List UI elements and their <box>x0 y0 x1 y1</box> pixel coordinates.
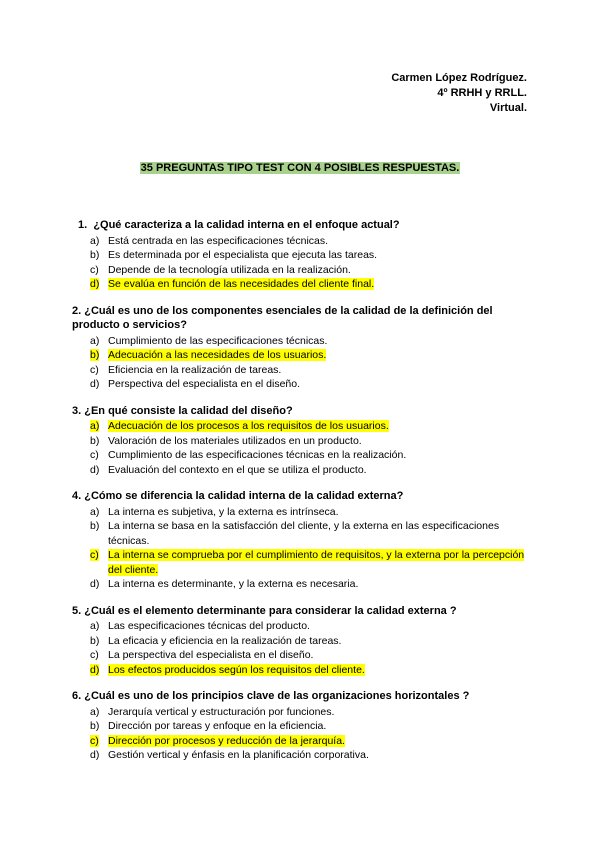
option-letter: d) <box>90 578 100 590</box>
option-text: Adecuación de los procesos a los requisitos de los usuarios. <box>108 420 389 432</box>
option-text: Adecuación a las necesidades de los usuarios. <box>108 349 327 361</box>
question-number: 6. <box>72 690 82 702</box>
question-list <box>72 218 532 775</box>
answer-options <box>72 419 532 477</box>
question-prompt: ¿Cuál es uno de los principios clave de las organizaciones horizontales ? <box>84 690 470 702</box>
answer-option <box>72 234 532 249</box>
option-text: La interna se comprueba por el cumplimiento de requisitos, y la externa por la percepción del cliente. <box>108 549 525 576</box>
option-letter: b) <box>90 249 100 261</box>
question-4 <box>72 489 532 592</box>
answer-option <box>72 619 532 634</box>
option-letter: c) <box>90 649 99 661</box>
option-letter: d) <box>90 378 100 390</box>
question-2 <box>72 304 532 392</box>
option-text: Cumplimiento de las especificaciones técnicas en la realización. <box>108 449 407 461</box>
answer-options <box>72 705 532 763</box>
option-text: Cumplimiento de las especificaciones técnicas. <box>108 334 328 347</box>
option-letter: c) <box>90 734 99 747</box>
question-text <box>72 304 532 333</box>
question-number: 5. <box>72 604 82 617</box>
answer-option <box>72 519 532 548</box>
option-letter: a) <box>90 620 100 632</box>
option-text: Es determinada por el especialista que ejecuta las tareas. <box>108 249 378 261</box>
option-letter: b) <box>90 349 100 361</box>
answer-option <box>72 377 532 392</box>
answer-option <box>72 748 532 763</box>
author-header <box>391 71 527 116</box>
option-letter: c) <box>90 263 99 276</box>
question-prompt: ¿Cuál es uno de los componentes esenciales de la calidad de la definición del producto o servicios? <box>72 304 493 331</box>
option-letter: b) <box>90 434 100 447</box>
author-name: Carmen López Rodríguez. <box>391 72 527 84</box>
question-text <box>72 689 532 704</box>
question-prompt: ¿Qué caracteriza a la calidad interna en el enfoque actual? <box>93 219 400 231</box>
option-text: Depende de la tecnología utilizada en la realización. <box>108 263 351 276</box>
option-letter: b) <box>90 520 100 532</box>
answer-option <box>72 634 532 649</box>
option-text: Gestión vertical y énfasis en la planificación corporativa. <box>108 749 369 761</box>
option-text: Está centrada en las especificaciones técnicas. <box>108 234 329 247</box>
answer-option <box>72 448 532 463</box>
answer-option <box>72 363 532 378</box>
answer-option <box>72 434 532 449</box>
answer-option <box>72 463 532 478</box>
option-text: Perspectiva del especialista en el diseño. <box>108 378 301 390</box>
question-1 <box>72 218 532 292</box>
question-number: 1. <box>78 219 88 231</box>
course-label: 4º RRHH y RRLL. <box>437 87 527 99</box>
option-text: La interna se basa en la satisfacción del cliente, y la externa en las especificaciones técnicas. <box>108 520 500 547</box>
option-letter: a) <box>90 505 100 518</box>
answer-option <box>72 248 532 263</box>
correct-answer-option <box>72 734 532 749</box>
answer-option <box>72 334 532 349</box>
question-prompt: ¿Cuál es el elemento determinante para considerar la calidad externa ? <box>84 604 457 617</box>
answer-options <box>72 234 532 292</box>
answer-option <box>72 577 532 592</box>
answer-options <box>72 334 532 392</box>
question-5 <box>72 604 532 678</box>
option-text: La interna es subjetiva, y la externa es intrínseca. <box>108 505 339 518</box>
question-prompt: ¿En qué consiste la calidad del diseño? <box>84 404 293 417</box>
document-title <box>0 162 600 174</box>
option-text: Dirección por tareas y enfoque en la eficiencia. <box>108 720 327 732</box>
option-letter: d) <box>90 749 100 761</box>
document-title-text: 35 PREGUNTAS TIPO TEST CON 4 POSIBLES RESPUESTAS. <box>140 162 460 174</box>
question-prompt: ¿Cómo se diferencia la calidad interna de la calidad externa? <box>84 490 404 502</box>
question-number: 4. <box>72 490 82 502</box>
option-letter: b) <box>90 720 100 732</box>
option-text: La perspectiva del especialista en el diseño. <box>108 649 314 661</box>
option-letter: c) <box>90 363 99 376</box>
option-text: La interna es determinante, y la externa es necesaria. <box>108 578 359 590</box>
option-text: Eficiencia en la realización de tareas. <box>108 363 282 376</box>
question-text <box>72 489 532 504</box>
option-letter: d) <box>90 463 100 476</box>
question-6 <box>72 689 532 763</box>
option-text: Los efectos producidos según los requisitos del cliente. <box>108 663 365 676</box>
correct-answer-option <box>72 663 532 678</box>
option-letter: c) <box>90 549 99 561</box>
option-letter: a) <box>90 420 100 432</box>
modality-label: Virtual. <box>489 102 527 114</box>
answer-option <box>72 719 532 734</box>
answer-options <box>72 619 532 677</box>
correct-answer-option <box>72 548 532 577</box>
option-letter: d) <box>90 278 100 290</box>
option-text: La eficacia y eficiencia en la realización de tareas. <box>108 634 342 647</box>
question-text <box>72 404 532 419</box>
option-letter: a) <box>90 234 100 247</box>
option-letter: c) <box>90 449 99 461</box>
answer-option <box>72 648 532 663</box>
answer-options <box>72 505 532 592</box>
answer-option <box>72 505 532 520</box>
option-letter: a) <box>90 705 100 718</box>
question-number: 3. <box>72 404 82 417</box>
option-text: Jerarquía vertical y estructuración por funciones. <box>108 705 335 718</box>
option-text: Las especificaciones técnicas del producto. <box>108 620 310 632</box>
question-number: 2. <box>72 304 82 317</box>
answer-option <box>72 263 532 278</box>
option-text: Dirección por procesos y reducción de la jerarquía. <box>108 734 345 747</box>
question-text <box>72 218 532 233</box>
option-letter: b) <box>90 634 100 647</box>
option-letter: a) <box>90 334 100 347</box>
question-3 <box>72 404 532 478</box>
correct-answer-option <box>72 277 532 292</box>
question-text <box>72 604 532 619</box>
option-text: Se evalúa en función de las necesidades del cliente final. <box>108 278 375 290</box>
option-text: Valoración de los materiales utilizados en un producto. <box>108 434 362 447</box>
answer-option <box>72 705 532 720</box>
correct-answer-option <box>72 419 532 434</box>
option-letter: d) <box>90 663 100 676</box>
correct-answer-option <box>72 348 532 363</box>
option-text: Evaluación del contexto en el que se utiliza el producto. <box>108 463 367 476</box>
